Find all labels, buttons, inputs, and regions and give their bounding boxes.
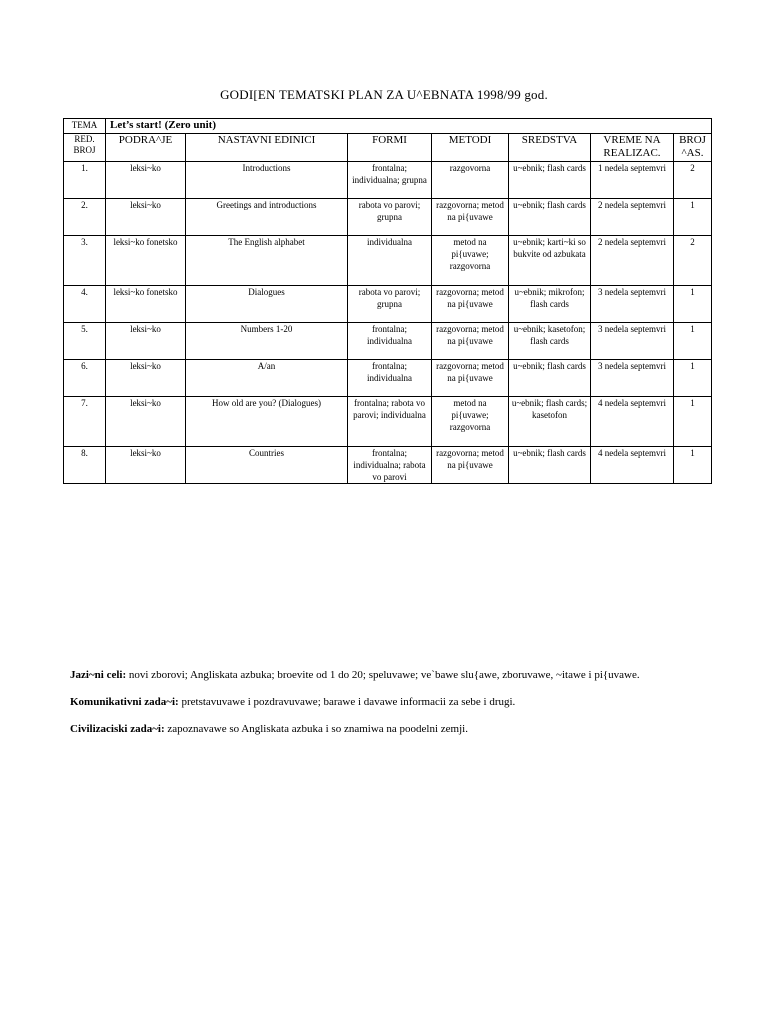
cell-time: 3 nedela septemvri (591, 323, 674, 360)
note-text: zapoznavawe so Angliskata azbuka i so znamiwa na poodelni zemji. (164, 723, 468, 735)
cell-means: u~ebnik; kasetofon; flash cards (509, 323, 591, 360)
cell-area: leksi~ko fonetsko (106, 236, 186, 286)
header-metodi: METODI (432, 134, 509, 162)
cell-method: razgovorna; metod na pi{uvawe (432, 199, 509, 236)
cell-means: u~ebnik; flash cards (509, 162, 591, 199)
cell-time: 2 nedela septemvri (591, 236, 674, 286)
cell-unit: Dialogues (186, 286, 348, 323)
cell-no: 1. (64, 162, 106, 199)
cell-hours: 1 (674, 447, 712, 484)
note-label: Jazi~ni celi: (70, 669, 127, 681)
header-formi: FORMI (348, 134, 432, 162)
cell-area: leksi~ko (106, 162, 186, 199)
cell-form: frontalna; individualna; rabota vo parovi (348, 447, 432, 484)
cell-hours: 1 (674, 397, 712, 447)
cell-unit: How old are you? (Dialogues) (186, 397, 348, 447)
note-label: Komunikativni zada~i: (70, 696, 179, 708)
cell-area: leksi~ko (106, 397, 186, 447)
note-text: novi zborovi; Angliskata azbuka; broevite od 1 do 20; speluvawe; ve`bawe slu{awe, zboruvawe, ~itawe i pi{uvawe. (126, 669, 640, 681)
note-communicative-tasks (70, 695, 515, 709)
cell-time: 4 nedela septemvri (591, 447, 674, 484)
note-label: Civilizaciski zada~i: (70, 723, 165, 735)
cell-means: u~ebnik; flash cards (509, 360, 591, 397)
note-language-goals (70, 668, 640, 682)
header-red-broj: RED. BROJ (64, 134, 106, 162)
header-row (64, 134, 712, 162)
cell-unit: A/an (186, 360, 348, 397)
cell-area: leksi~ko (106, 199, 186, 236)
cell-method: razgovorna (432, 162, 509, 199)
cell-means: u~ebnik; flash cards (509, 447, 591, 484)
cell-unit: Introductions (186, 162, 348, 199)
cell-hours: 1 (674, 199, 712, 236)
cell-means: u~ebnik; flash cards (509, 199, 591, 236)
cell-area: leksi~ko (106, 447, 186, 484)
cell-no: 5. (64, 323, 106, 360)
cell-time: 2 nedela septemvri (591, 199, 674, 236)
cell-no: 3. (64, 236, 106, 286)
cell-form: individualna (348, 236, 432, 286)
table-row (64, 162, 712, 199)
tema-label: TEMA (64, 119, 106, 134)
cell-method: metod na pi{uvawe; razgovorna (432, 236, 509, 286)
cell-area: leksi~ko fonetsko (106, 286, 186, 323)
cell-means: u~ebnik; mikrofon; flash cards (509, 286, 591, 323)
cell-form: frontalna; individualna (348, 323, 432, 360)
table-row (64, 397, 712, 447)
cell-means: u~ebnik; karti~ki so bukvite od azbukata (509, 236, 591, 286)
cell-method: metod na pi{uvawe; razgovorna (432, 397, 509, 447)
cell-time: 4 nedela septemvri (591, 397, 674, 447)
cell-hours: 1 (674, 323, 712, 360)
header-sredstva: SREDSTVA (509, 134, 591, 162)
cell-area: leksi~ko (106, 323, 186, 360)
cell-no: 2. (64, 199, 106, 236)
header-vreme: VREME NA REALIZAC. (591, 134, 674, 162)
cell-form: frontalna; individualna (348, 360, 432, 397)
cell-hours: 1 (674, 360, 712, 397)
cell-hours: 1 (674, 286, 712, 323)
cell-method: razgovorna; metod na pi{uvawe (432, 323, 509, 360)
tema-row (64, 119, 712, 134)
table-row (64, 360, 712, 397)
cell-area: leksi~ko (106, 360, 186, 397)
cell-time: 1 nedela septemvri (591, 162, 674, 199)
cell-time: 3 nedela septemvri (591, 286, 674, 323)
header-broj-cas: BROJ ^AS. (674, 134, 712, 162)
cell-form: rabota vo parovi; grupna (348, 286, 432, 323)
cell-unit: Countries (186, 447, 348, 484)
thematic-plan-table (63, 118, 712, 484)
cell-form: frontalna; rabota vo parovi; individualna (348, 397, 432, 447)
cell-form: frontalna; individualna; grupna (348, 162, 432, 199)
page-title: GODI[EN TEMATSKI PLAN ZA U^EBNATA 1998/99 god. (220, 87, 548, 102)
table-row (64, 236, 712, 286)
cell-no: 8. (64, 447, 106, 484)
cell-no: 4. (64, 286, 106, 323)
table-row (64, 323, 712, 360)
cell-method: razgovorna; metod na pi{uvawe (432, 360, 509, 397)
cell-no: 6. (64, 360, 106, 397)
cell-no: 7. (64, 397, 106, 447)
cell-time: 3 nedela septemvri (591, 360, 674, 397)
note-text: pretstavuvawe i pozdravuvawe; barawe i davawe informacii za sebe i drugi. (178, 696, 516, 708)
cell-unit: Numbers 1-20 (186, 323, 348, 360)
note-civilization-tasks (70, 722, 468, 736)
cell-means: u~ebnik; flash cards; kasetofon (509, 397, 591, 447)
cell-method: razgovorna; metod na pi{uvawe (432, 447, 509, 484)
header-podracje: PODRA^JE (106, 134, 186, 162)
header-nastavni-edinici: NASTAVNI EDINICI (186, 134, 348, 162)
tema-value: Let’s start! (Zero unit) (106, 119, 712, 134)
table-row (64, 286, 712, 323)
cell-hours: 2 (674, 236, 712, 286)
cell-unit: The English alphabet (186, 236, 348, 286)
table-row (64, 199, 712, 236)
cell-unit: Greetings and introductions (186, 199, 348, 236)
cell-form: rabota vo parovi; grupna (348, 199, 432, 236)
table-row (64, 447, 712, 484)
cell-hours: 2 (674, 162, 712, 199)
cell-method: razgovorna; metod na pi{uvawe (432, 286, 509, 323)
